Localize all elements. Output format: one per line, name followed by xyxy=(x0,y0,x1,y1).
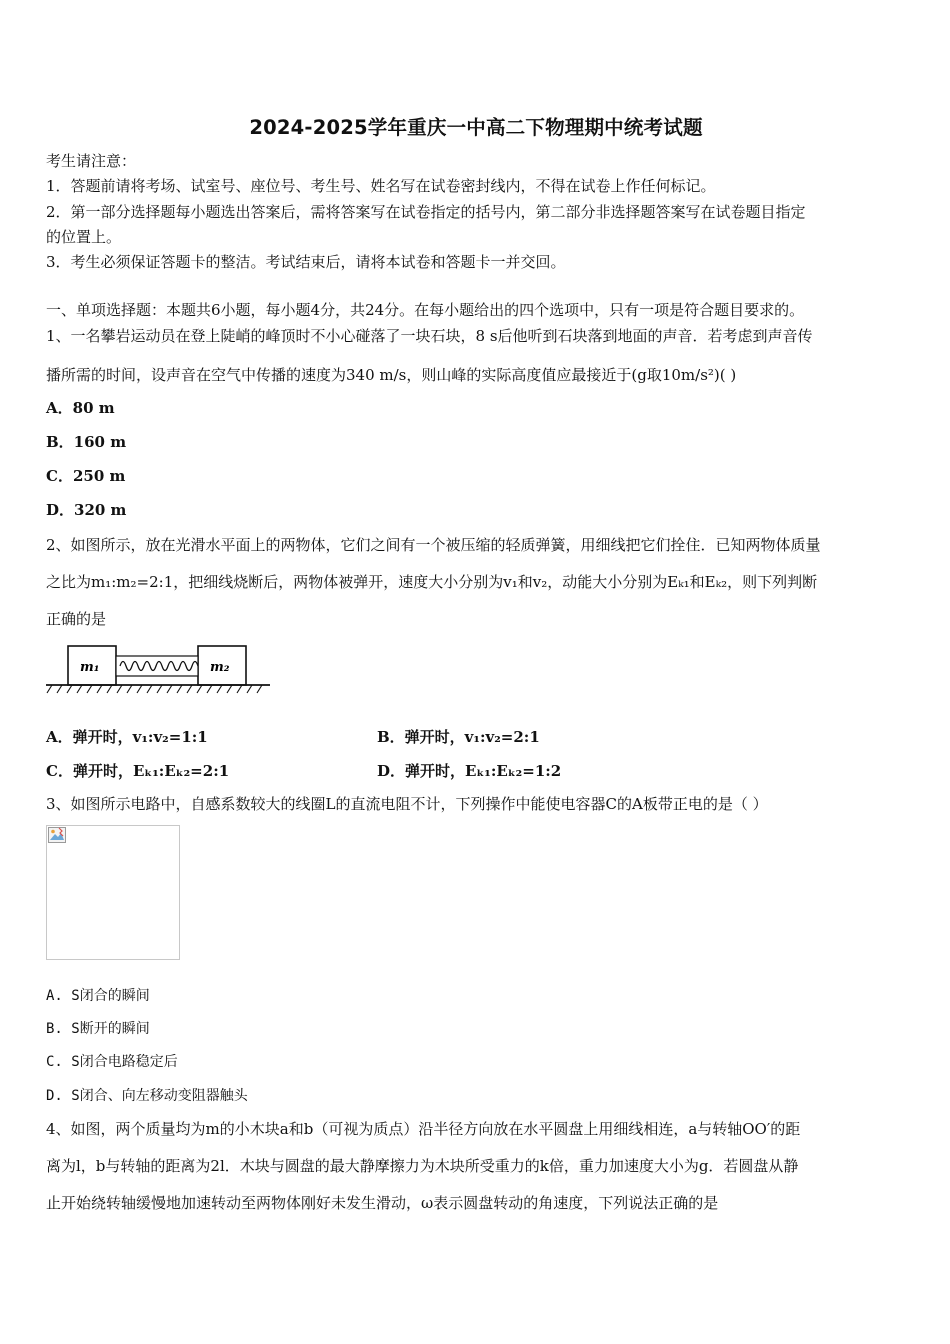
q4-stem-line3: 止开始绕转轴缓慢地加速转动至两物体刚好未发生滑动，ω表示圆盘转动的角速度，下列说法正确的是 xyxy=(46,1194,719,1212)
spring-blocks-figure xyxy=(46,642,272,696)
notice-heading: 考生请注意： xyxy=(46,152,137,170)
m1-label: m₁ xyxy=(80,660,100,675)
q1-stem-line1: 1、一名攀岩运动员在登上陡峭的峰顶时不小心碰落了一块石块，8 s后他听到石块落到地面的声音．若考虑到声音传 xyxy=(46,327,813,345)
notice-item: 2．第一部分选择题每小题选出答案后，需将答案写在试卷指定的括号内，第二部分非选择题答案写在试卷题目指定 xyxy=(46,203,806,221)
notice-item: 3．考生必须保证答题卡的整洁。考试结束后，请将本试卷和答题卡一并交回。 xyxy=(46,253,566,271)
q3-option-a: A. S闭合的瞬间 xyxy=(46,988,150,1004)
q1-option-c: C．250 m xyxy=(46,467,126,485)
q2-option-c: C．弹开时，Eₖ₁:Eₖ₂=2:1 xyxy=(46,762,230,780)
q4-stem-line1: 4、如图，两个质量均为m的小木块a和b（可视为质点）沿半径方向放在水平圆盘上用细线相连，a与转轴OO′的距 xyxy=(46,1120,801,1138)
broken-image-icon xyxy=(48,827,66,843)
q2-option-b: B．弹开时，v₁:v₂=2:1 xyxy=(377,728,540,746)
notice-item: 的位置上。 xyxy=(46,228,122,246)
q2-stem-line3: 正确的是 xyxy=(46,610,107,628)
q3-option-d: D. S闭合、向左移动变阻器触头 xyxy=(46,1088,248,1104)
section-heading: 一、单项选择题：本题共6小题，每小题4分，共24分。在每小题给出的四个选项中，只有一项是符合题目要求的。 xyxy=(46,301,805,319)
q1-option-d: D．320 m xyxy=(46,501,127,519)
notice-item: 1．答题前请将考场、试室号、座位号、考生号、姓名写在试卷密封线内，不得在试卷上作任何标记。 xyxy=(46,177,716,195)
q3-option-b: B. S断开的瞬间 xyxy=(46,1021,150,1037)
q2-option-d: D．弹开时，Eₖ₁:Eₖ₂=1:2 xyxy=(377,762,562,780)
q4-stem-line2: 离为l，b与转轴的距离为2l．木块与圆盘的最大静摩擦力为木块所受重力的k倍，重力加速度大小为g．若圆盘从静 xyxy=(46,1157,799,1175)
m2-label: m₂ xyxy=(210,660,230,675)
q2-stem-line1: 2、如图所示，放在光滑水平面上的两物体，它们之间有一个被压缩的轻质弹簧，用细线把它们拴住．已知两物体质量 xyxy=(46,536,821,554)
q1-option-a: A．80 m xyxy=(46,399,115,417)
q2-option-a: A．弹开时，v₁:v₂=1:1 xyxy=(46,728,208,746)
q1-stem-line2: 播所需的时间，设声音在空气中传播的速度为340 m/s，则山峰的实际高度值应最接近于(g取10m/s²)( ) xyxy=(46,366,737,384)
page-title: 2024-2025学年重庆一中高二下物理期中统考试题 xyxy=(249,116,703,139)
ground-hatching xyxy=(47,685,262,693)
q3-stem-line1: 3、如图所示电路中，自感系数较大的线圈L的直流电阻不计，下列操作中能使电容器C的A板带正电的是（ ） xyxy=(46,795,768,813)
circuit-image-placeholder xyxy=(46,825,180,960)
q2-stem-line2: 之比为m₁:m₂=2:1，把细线烧断后，两物体被弹开，速度大小分别为v₁和v₂，动能大小分别为Eₖ₁和Eₖ₂，则下列判断 xyxy=(46,573,818,591)
q1-option-b: B．160 m xyxy=(46,433,127,451)
q3-option-c: C. S闭合电路稳定后 xyxy=(46,1054,178,1070)
